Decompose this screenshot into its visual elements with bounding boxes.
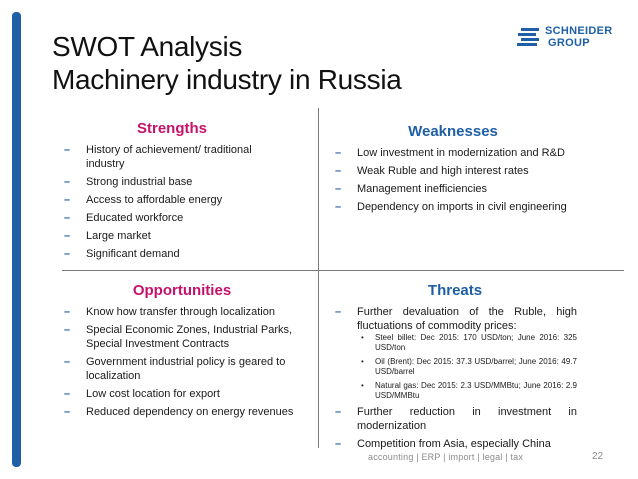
list-item: – Weak Ruble and high interest rates (335, 165, 529, 177)
list-item: – Management inefficiencies (335, 183, 488, 195)
horizontal-divider (62, 270, 624, 271)
dash-bullet-icon: – (64, 144, 71, 156)
dash-bullet-icon: – (335, 306, 342, 318)
title-line-2: Machinery industry in Russia (52, 64, 402, 95)
dash-bullet-icon: – (64, 388, 71, 400)
weaknesses-quadrant (333, 123, 573, 218)
list-item: – Know how transfer through localization (64, 306, 275, 318)
opportunities-quadrant (62, 282, 302, 423)
opportunities-heading: Opportunities (132, 282, 232, 299)
dash-bullet-icon: – (335, 183, 342, 195)
list-item: – History of achievement/ traditional industry (64, 144, 252, 170)
list-item: – Access to affordable energy (64, 194, 223, 206)
list-item: – Government industrial policy is geared to localization (64, 356, 286, 382)
dot-bullet-icon: • (361, 333, 364, 342)
strengths-heading: Strengths (136, 120, 207, 137)
company-logo (515, 25, 625, 51)
strengths-list (62, 143, 282, 261)
commodity-prices-sublist (357, 333, 577, 401)
dash-bullet-icon: – (335, 165, 342, 177)
threats-list (333, 305, 577, 451)
list-item: – Strong industrial base (64, 176, 193, 188)
dash-bullet-icon: – (335, 147, 342, 159)
vertical-divider (318, 108, 319, 448)
logo-text-line-2: GROUP (548, 37, 590, 49)
dash-bullet-icon: – (64, 306, 71, 318)
list-item: – Low investment in modernization and R&D (335, 147, 565, 159)
threats-quadrant (333, 282, 577, 455)
opportunities-list (62, 305, 302, 419)
footer-services: accounting | ERP | import | legal | tax (368, 452, 524, 462)
page-title (52, 30, 402, 96)
list-item: – Further devaluation of the Ruble, high fluctuations of commodity prices: • Steel billet: Dec 2015: 170 USD/ton; June 2016: 325 USD/ton • Oil (Brent): Dec 2015: 37.3 USD/barrel; June 2016: 49.7 USD/barrel • Natural gas: Dec 2015: 2.3 USD/MMBtu; June 2016: 2.9 USD/MMBtu (335, 306, 577, 400)
list-item: – Special Economic Zones, Industrial Parks, Special Investment Contracts (64, 324, 293, 350)
logo-stripes-icon (515, 28, 541, 48)
dash-bullet-icon: – (64, 406, 71, 418)
threats-heading: Threats (427, 282, 483, 299)
left-accent-bar (12, 12, 21, 467)
dash-bullet-icon: – (64, 176, 71, 188)
list-item: – Large market (64, 230, 151, 242)
list-item: – Dependency on imports in civil engineering (335, 201, 567, 213)
dash-bullet-icon: – (64, 356, 71, 368)
weaknesses-list (333, 146, 573, 214)
logo-text-line-1: SCHNEIDER (545, 25, 613, 37)
dot-bullet-icon: • (361, 381, 364, 390)
sub-list-item: • Natural gas: Dec 2015: 2.3 USD/MMBtu; June 2016: 2.9 USD/MMBtu (361, 381, 577, 400)
strengths-quadrant (62, 120, 282, 265)
dash-bullet-icon: – (64, 324, 71, 336)
dash-bullet-icon: – (64, 212, 71, 224)
dot-bullet-icon: • (361, 357, 364, 366)
dash-bullet-icon: – (335, 406, 342, 418)
dash-bullet-icon: – (335, 201, 342, 213)
weaknesses-heading: Weaknesses (408, 123, 498, 140)
page-number: 22 (592, 451, 604, 462)
list-item: – Competition from Asia, especially China (335, 438, 551, 450)
list-item: – Reduced dependency on energy revenues (64, 406, 294, 418)
list-item: – Low cost location for export (64, 388, 220, 400)
dash-bullet-icon: – (64, 194, 71, 206)
list-item: – Significant demand (64, 248, 180, 260)
list-item: – Educated workforce (64, 212, 184, 224)
sub-list-item: • Steel billet: Dec 2015: 170 USD/ton; June 2016: 325 USD/ton (361, 333, 577, 352)
dash-bullet-icon: – (335, 438, 342, 450)
list-item: – Further reduction in investment in modernization (335, 406, 577, 432)
dash-bullet-icon: – (64, 230, 71, 242)
dash-bullet-icon: – (64, 248, 71, 260)
sub-list-item: • Oil (Brent): Dec 2015: 37.3 USD/barrel; June 2016: 49.7 USD/barrel (361, 357, 577, 376)
title-line-1: SWOT Analysis (52, 31, 243, 62)
